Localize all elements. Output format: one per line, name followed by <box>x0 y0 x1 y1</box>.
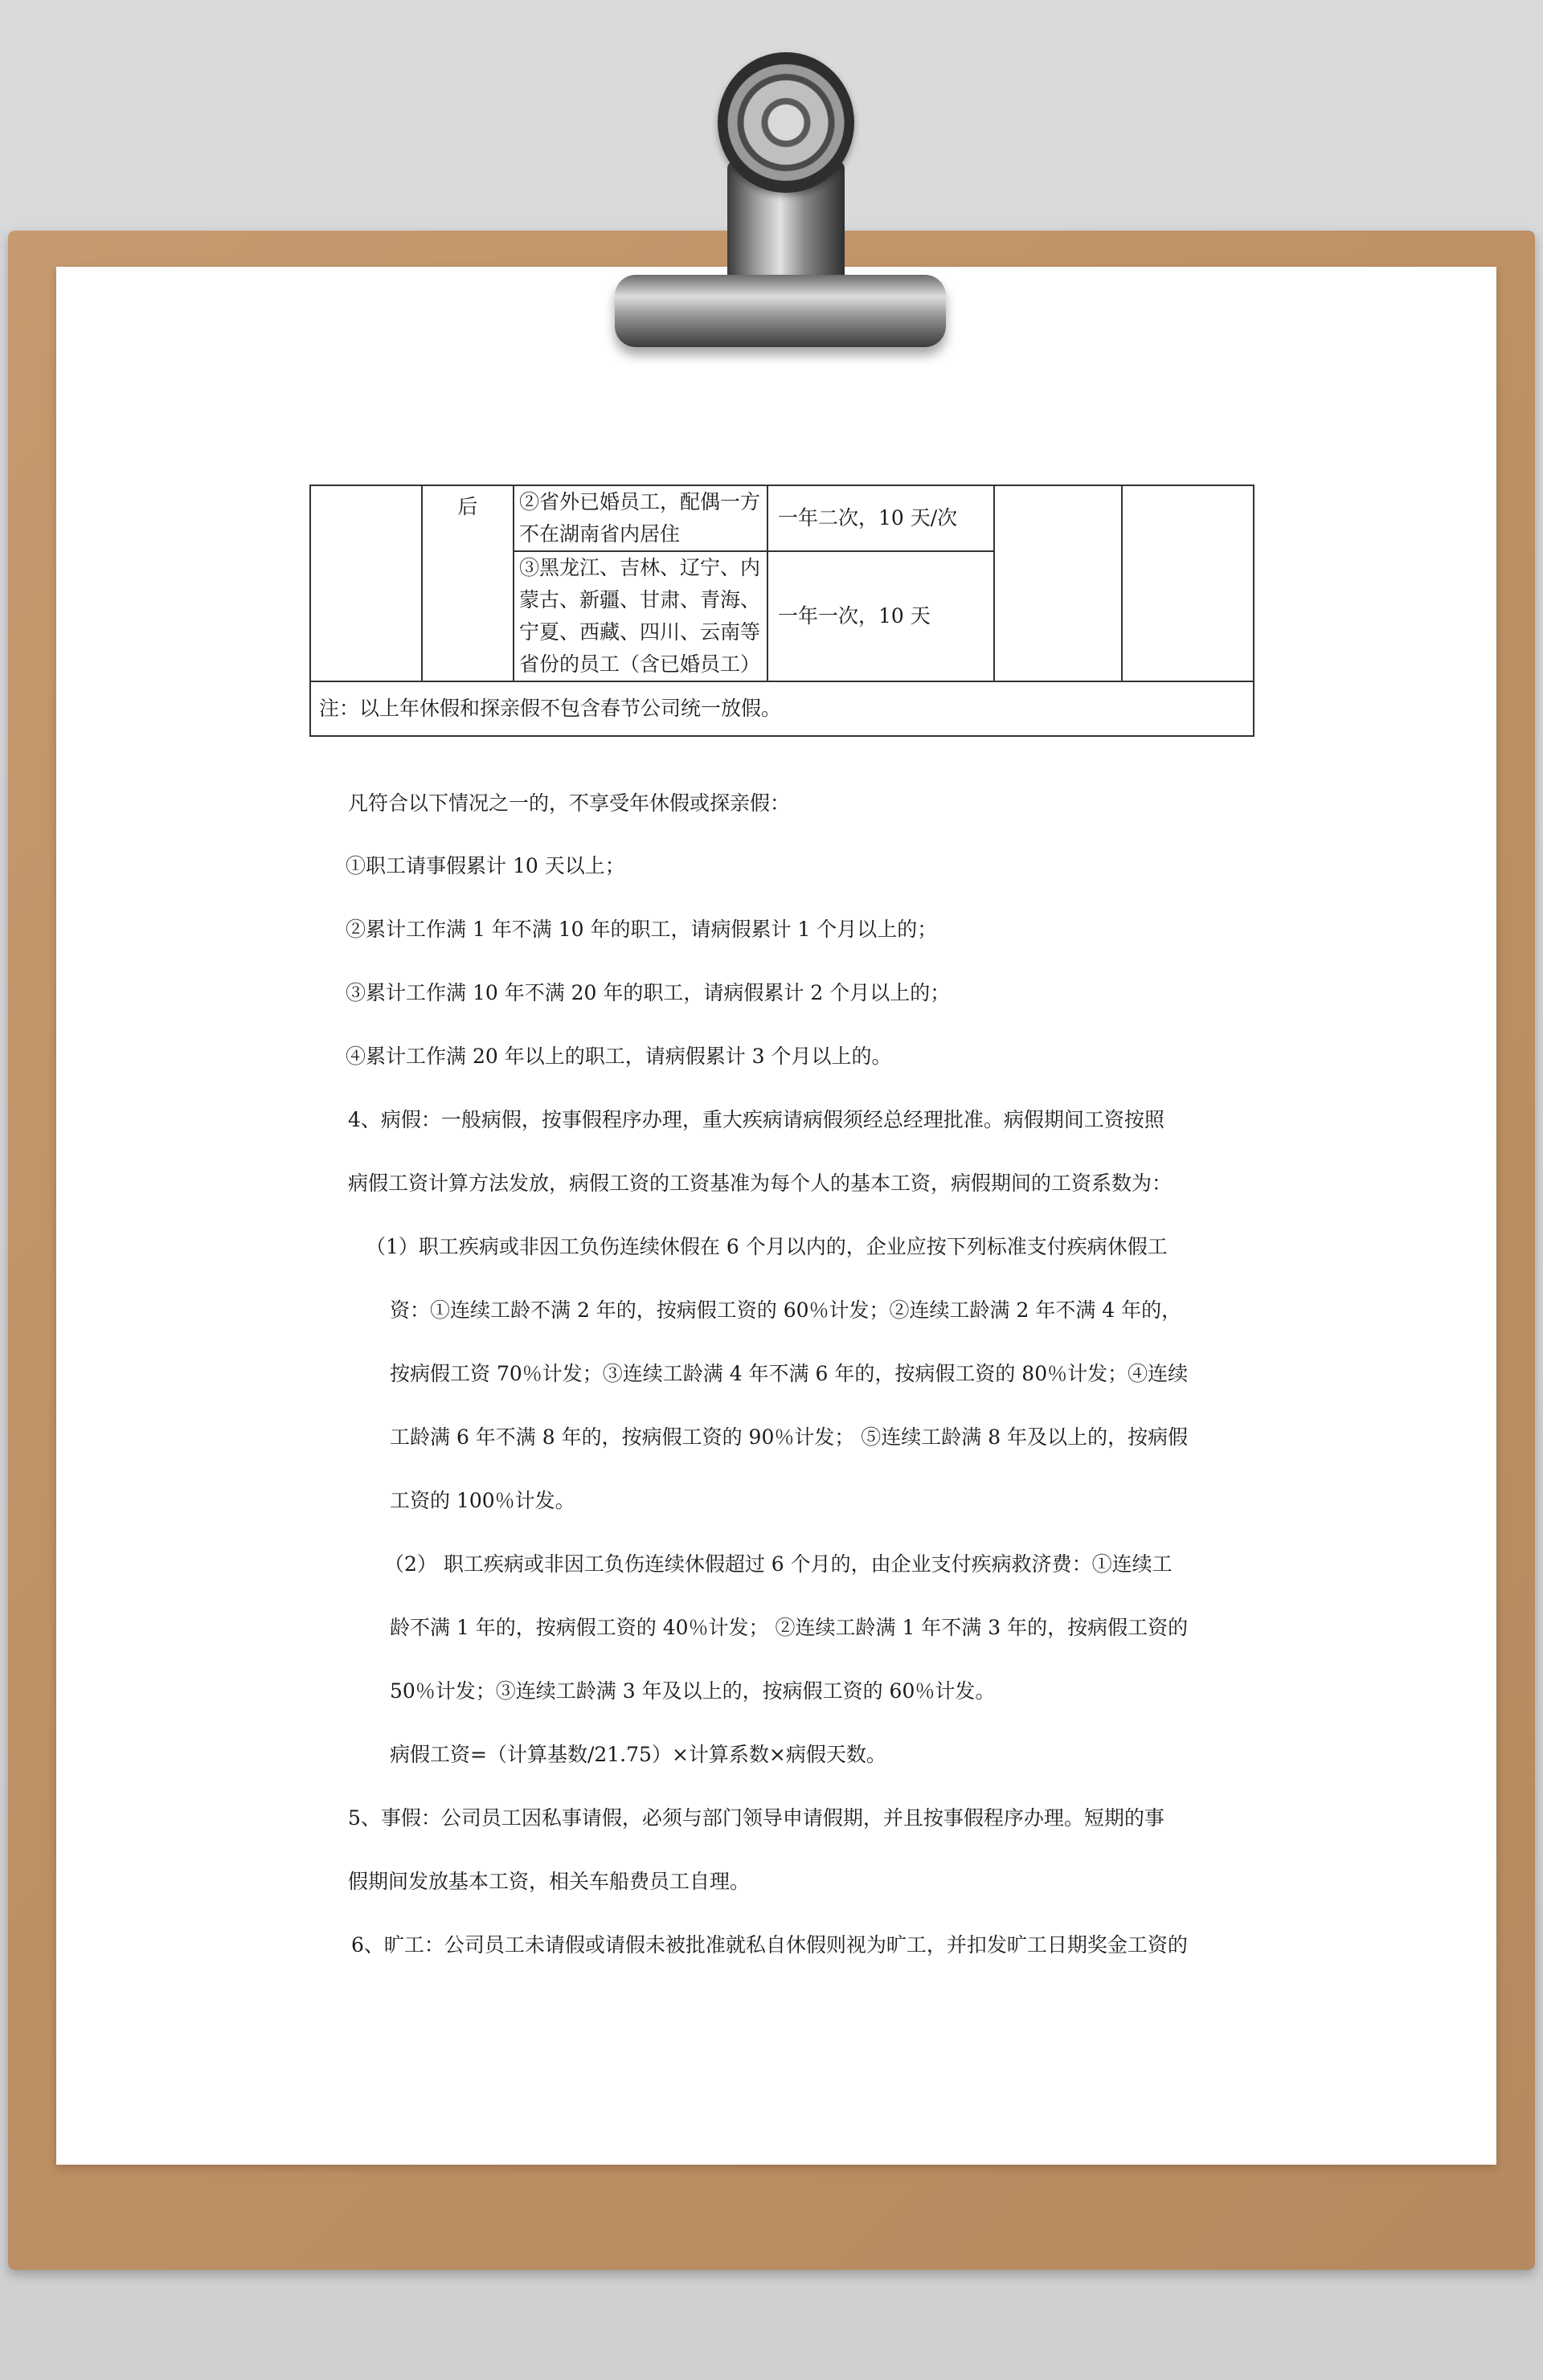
leave-table <box>309 485 1254 737</box>
paragraph: 病假工资计算方法发放，病假工资的工资基准为每个人的基本工资，病假期间的工资系数为： <box>348 1172 1173 1195</box>
paragraph: ①职工请事假累计 10 天以上； <box>346 854 625 877</box>
paragraph: ②累计工作满 1 年不满 10 年的职工，请病假累计 1 个月以上的； <box>346 918 938 941</box>
paragraph: 凡符合以下情况之一的，不享受年休假或探亲假： <box>348 791 791 815</box>
paragraph: （2） 职工疾病或非因工负伤连续休假超过 6 个月的，由企业支付疾病救济费：①连续工 <box>384 1552 1173 1576</box>
paragraph: 工龄满 6 年不满 8 年的，按病假工资的 90％计发； ⑤连续工龄满 8 年及以上的，按病假 <box>390 1425 1189 1449</box>
table-cell-quota: 一年一次，10 天 <box>767 551 994 681</box>
paragraph: 50％计发；③连续工龄满 3 年及以上的，按病假工资的 60％计发。 <box>390 1679 996 1703</box>
paragraph: 工资的 100％计发。 <box>390 1489 575 1512</box>
binder-clip-ring <box>718 52 854 193</box>
paragraph: ④累计工作满 20 年以上的职工，请病假累计 3 个月以上的。 <box>346 1045 892 1068</box>
paragraph: （1）职工疾病或非因工负伤连续休假在 6 个月以内的，企业应按下列标准支付疾病休假工 <box>366 1235 1168 1258</box>
table-note: 注：以上年休假和探亲假不包含春节公司统一放假。 <box>310 681 1254 736</box>
table-cell-category: 后 <box>422 485 514 681</box>
table-cell-condition: ③黑龙江、吉林、辽宁、内蒙古、新疆、甘肃、青海、宁夏、西藏、四川、云南等省份的员工（含已婚员工） <box>514 551 767 681</box>
paragraph: 资：①连续工龄不满 2 年的，按病假工资的 60％计发；②连续工龄满 2 年不满 4 年的， <box>390 1298 1182 1322</box>
table-row <box>310 485 1254 551</box>
table-cell-condition: ②省外已婚员工，配偶一方不在湖南省内居住 <box>514 485 767 551</box>
paragraph: ③累计工作满 10 年不满 20 年的职工，请病假累计 2 个月以上的； <box>346 981 951 1004</box>
paragraph: 病假工资=（计算基数/21.75）×计算系数×病假天数。 <box>390 1743 886 1766</box>
table-cell-empty <box>1122 485 1254 681</box>
paragraph: 按病假工资 70％计发；③连续工龄满 4 年不满 6 年的，按病假工资的 80％计发；④连续 <box>390 1362 1189 1385</box>
binder-clip-base <box>615 275 946 347</box>
paragraph: 5、事假：公司员工因私事请假，必须与部门领导申请假期，并且按事假程序办理。短期的事 <box>348 1806 1164 1830</box>
paragraph: 龄不满 1 年的，按病假工资的 40％计发； ②连续工龄满 1 年不满 3 年的，按病假工资的 <box>390 1616 1189 1639</box>
paragraph: 假期间发放基本工资，相关车船费员工自理。 <box>348 1870 751 1893</box>
table-cell-quota: 一年二次，10 天/次 <box>767 485 994 551</box>
table-cell-empty <box>310 485 422 681</box>
table-cell-empty <box>994 485 1122 681</box>
table-row <box>310 681 1254 736</box>
paragraph: 4、病假：一般病假，按事假程序办理，重大疾病请病假须经总经理批准。病假期间工资按照 <box>348 1108 1164 1131</box>
paragraph: 6、旷工：公司员工未请假或请假未被批准就私自休假则视为旷工，并扣发旷工日期奖金工资的 <box>351 1933 1188 1957</box>
